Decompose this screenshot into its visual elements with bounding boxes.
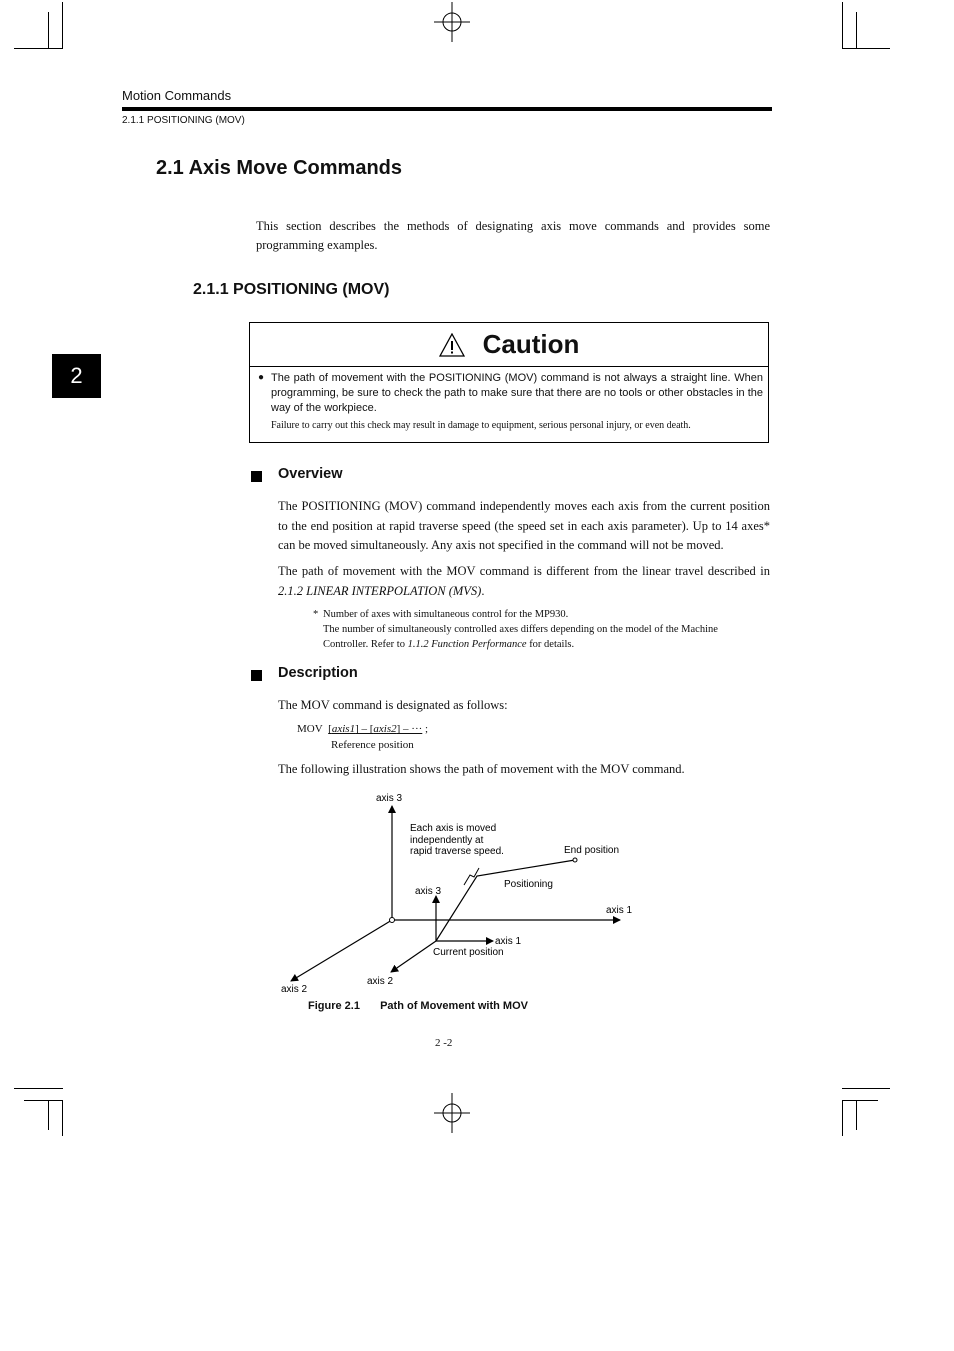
label-note-line-2: independently at	[410, 835, 484, 846]
header-subsection: 2.1.1 POSITIONING (MOV)	[122, 115, 245, 126]
main-axis-2	[291, 920, 392, 981]
page-number: 2 -2	[435, 1037, 453, 1049]
figure-title: Path of Movement with MOV	[380, 1000, 528, 1012]
intro-paragraph: This section describes the methods of designating axis move commands and provides some programming examples.	[256, 219, 770, 252]
label-end-position: End position	[564, 845, 620, 856]
label-note-line-1: Each axis is moved	[410, 823, 497, 834]
square-bullet-icon	[251, 471, 262, 482]
caution-box	[249, 322, 769, 443]
footnote-mark: *	[313, 609, 319, 620]
overview-paragraph-1: The POSITIONING (MOV) command independently moves each axis from the current position to the end position at rapid traverse speed (the speed set in each axis parameter). Up to 14 axes* can be moved simultaneously. Any axis not specified in the command will not be moved.	[278, 499, 770, 552]
local-axis-2	[391, 941, 436, 972]
label-axis1-small: axis 1	[495, 936, 522, 947]
figure-caption	[308, 1000, 528, 1012]
caution-consequence: Failure to carry out this check may result in damage to equipment, serious personal injury, or even death.	[271, 420, 691, 431]
registration-target-top	[432, 2, 472, 42]
positioning-path	[436, 860, 575, 941]
warning-triangle-icon	[439, 333, 465, 357]
header-rule	[122, 107, 772, 111]
caution-bullet-icon: ●	[258, 372, 265, 383]
caution-header	[250, 323, 768, 367]
label-note-line-3: rapid traverse speed.	[410, 846, 504, 857]
description-title: Description	[278, 665, 358, 681]
label-axis3-top: axis 3	[376, 793, 403, 804]
footnote-line-1: Number of axes with simultaneous control for the MP930.	[323, 609, 569, 620]
caution-text: The path of movement with the POSITIONING (MOV) command is not always a straight line. When programming, be sure to check the path to make sure that there are no tools or other obstacles in the way of the workpiece.	[271, 372, 763, 414]
label-current-position: Current position	[433, 947, 504, 958]
label-positioning: Positioning	[504, 879, 553, 890]
chapter-tab: 2	[52, 354, 101, 398]
label-axis1-right: axis 1	[606, 905, 633, 916]
footnote-line-2: The number of simultaneously controlled axes differs depending on the model of the Machine Controller. Refer to 1.1.2 Function Performance for details.	[323, 624, 718, 650]
figure-number: Figure 2.1	[308, 1000, 360, 1012]
header-section-title: Motion Commands	[122, 88, 232, 103]
label-axis3-small: axis 3	[415, 886, 442, 897]
label-axis2-left: axis 2	[281, 984, 308, 995]
end-position-marker	[573, 858, 577, 862]
overview-paragraph-2: The path of movement with the MOV command is different from the linear travel described in 2.1.2 LINEAR INTERPOLATION (MVS).	[278, 564, 770, 598]
description-paragraph-1: The MOV command is designated as follows:	[278, 698, 508, 712]
syntax-reference-note: Reference position	[331, 739, 414, 751]
overview-title: Overview	[278, 466, 343, 482]
command-syntax: MOV [axis1] – [axis2] – ··· ;	[297, 723, 429, 735]
label-axis2-small: axis 2	[367, 976, 394, 987]
path-of-movement-figure	[270, 786, 640, 996]
subsection-heading: 2.1.1 POSITIONING (MOV)	[193, 281, 390, 298]
description-paragraph-2: The following illustration shows the path of movement with the MOV command.	[278, 762, 685, 776]
reference-origin-marker	[390, 918, 395, 923]
section-heading: 2.1 Axis Move Commands	[156, 157, 403, 179]
square-bullet-icon	[251, 670, 262, 681]
registration-target-bottom	[432, 1093, 472, 1133]
caution-title: Caution	[482, 329, 580, 359]
